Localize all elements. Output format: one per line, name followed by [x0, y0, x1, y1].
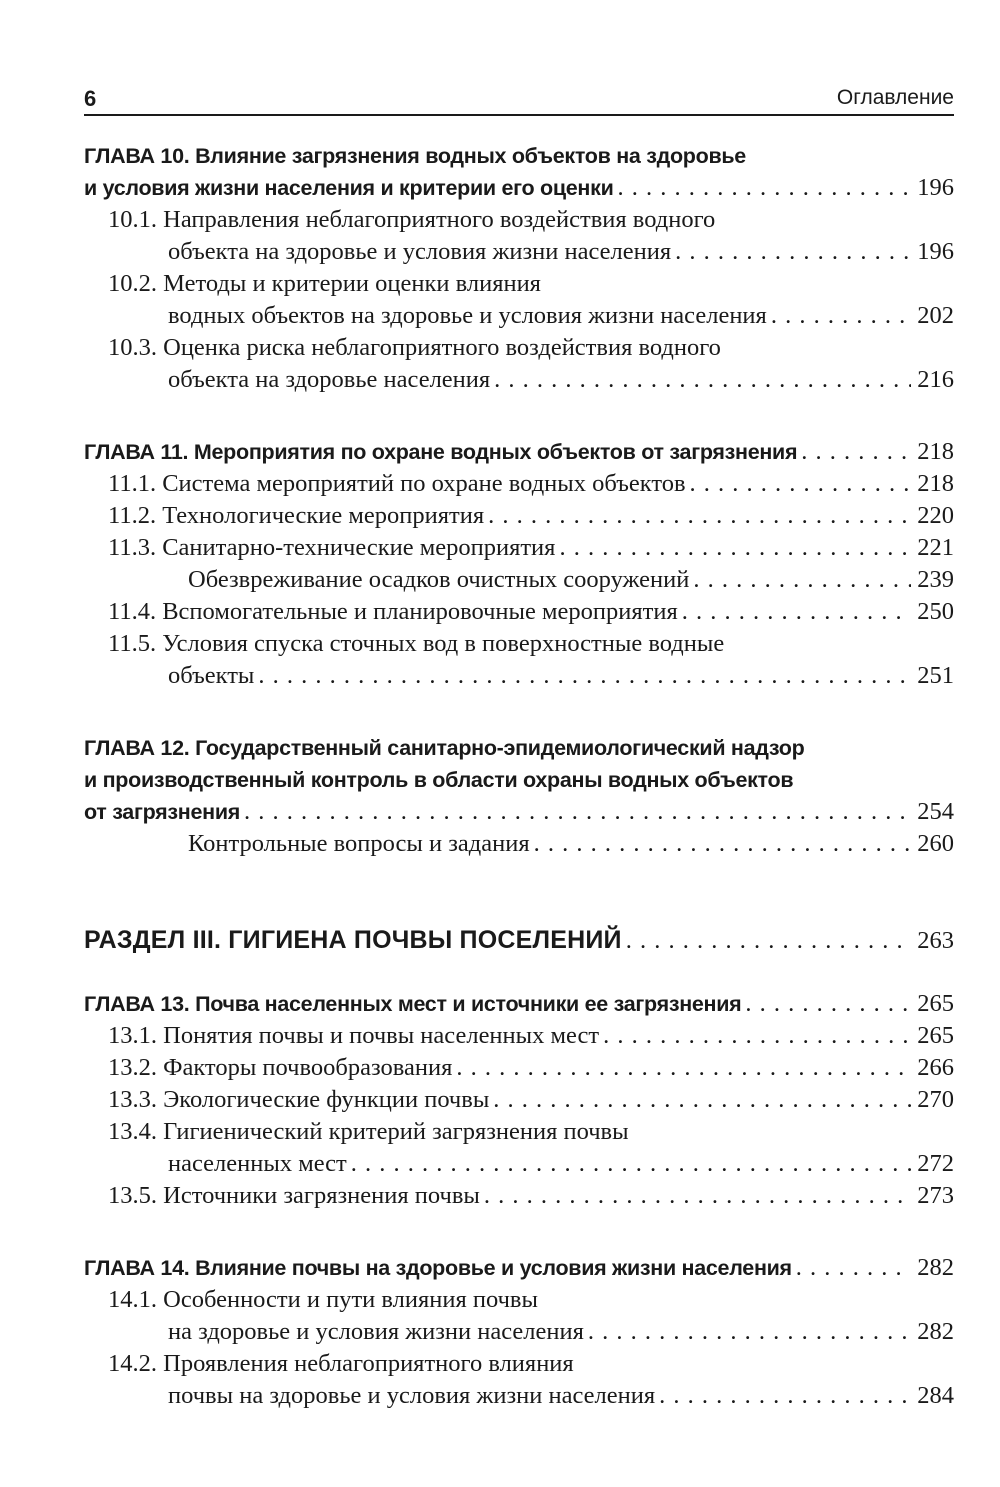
toc-entry-chapter-10-cont[interactable]: и условия жизни населения и критерии его оценки . . . 196	[84, 172, 954, 204]
page-ref: 202	[917, 302, 954, 329]
toc-entry-10-1-cont[interactable]: объекта на здоровье и условия жизни населения . . . 196	[84, 236, 954, 268]
toc-entry-11-3[interactable]: 11.3. Санитарно-технические мероприятия . . . 221	[84, 532, 954, 564]
dot-leader	[618, 172, 912, 204]
page-ref: 282	[917, 1318, 954, 1345]
spacer	[84, 956, 954, 988]
toc-entry-11-5-cont[interactable]: объекты . . . 251	[84, 660, 954, 692]
page-number: 6	[84, 86, 97, 111]
page-ref: 282	[917, 1254, 954, 1281]
toc-entry-13-3[interactable]: 13.3. Экологические функции почвы . . . 270	[84, 1084, 954, 1116]
toc-entry-chapter-14[interactable]: ГЛАВА 14. Влияние почвы на здоровье и условия жизни населения . . . 282	[84, 1252, 954, 1284]
toc-entry-chapter-10[interactable]: ГЛАВА 10. Влияние загрязнения водных объектов на здоровье	[84, 144, 746, 168]
page-ref: 273	[917, 1182, 954, 1209]
toc-entry-chapter-11[interactable]: ГЛАВА 11. Мероприятия по охране водных объектов от загрязнения . . . 218	[84, 436, 954, 468]
dot-leader	[244, 796, 911, 828]
dot-leader	[626, 925, 912, 957]
dot-leader	[484, 1180, 911, 1212]
spacer	[84, 396, 954, 436]
dot-leader	[659, 1380, 911, 1412]
toc-entry-11-1[interactable]: 11.1. Система мероприятий по охране водных объектов . . . 218	[84, 468, 954, 500]
dot-leader	[494, 364, 911, 396]
toc-entry-14-2[interactable]: 14.2. Проявления неблагоприятного влияния	[108, 1350, 574, 1377]
page-ref: 250	[917, 598, 954, 625]
page-ref: 218	[917, 438, 954, 465]
page-ref: 251	[917, 662, 954, 689]
table-of-contents	[84, 140, 954, 1412]
toc-entry-10-3[interactable]: 10.3. Оценка риска неблагоприятного воздействия водного	[108, 334, 721, 361]
toc-entry-10-3-cont[interactable]: объекта на здоровье населения . . . 216	[84, 364, 954, 396]
spacer	[84, 860, 954, 924]
page-ref: 260	[917, 830, 954, 857]
running-title: Оглавление	[836, 86, 954, 109]
page-ref: 272	[917, 1150, 954, 1177]
toc-entry-10-2[interactable]: 10.2. Методы и критерии оценки влияния	[108, 270, 541, 297]
toc-entry-10-1[interactable]: 10.1. Направления неблагоприятного воздействия водного	[108, 206, 716, 233]
toc-entry-14-1[interactable]: 14.1. Особенности и пути влияния почвы	[108, 1286, 538, 1313]
toc-entry-13-5[interactable]: 13.5. Источники загрязнения почвы . . . 273	[84, 1180, 954, 1212]
dot-leader	[682, 596, 912, 628]
page-ref: 196	[917, 238, 954, 265]
dot-leader	[559, 532, 911, 564]
toc-entry-11-3-sub[interactable]: Обезвреживание осадков очистных сооружений . . . 239	[84, 564, 954, 596]
page-ref: 239	[917, 566, 954, 593]
toc-entry-14-2-cont[interactable]: почвы на здоровье и условия жизни населения . . . 284	[84, 1380, 954, 1412]
dot-leader	[534, 828, 912, 860]
dot-leader	[745, 988, 911, 1020]
spacer	[84, 1212, 954, 1252]
page-ref: 220	[917, 502, 954, 529]
page-ref: 254	[917, 798, 954, 825]
toc-entry-review-questions[interactable]: Контрольные вопросы и задания . . . 260	[84, 828, 954, 860]
page-ref: 263	[917, 927, 954, 954]
page-ref: 216	[917, 366, 954, 393]
spacer	[84, 692, 954, 732]
page-ref: 196	[917, 174, 954, 201]
toc-entry-chapter-13[interactable]: ГЛАВА 13. Почва населенных мест и источники ее загрязнения . . . 265	[84, 988, 954, 1020]
page-ref: 218	[917, 470, 954, 497]
dot-leader	[801, 436, 911, 468]
page-ref: 265	[917, 990, 954, 1017]
toc-entry-13-4-cont[interactable]: населенных мест . . . 272	[84, 1148, 954, 1180]
page-ref: 221	[917, 534, 954, 561]
page-ref: 265	[917, 1022, 954, 1049]
page-header	[84, 80, 954, 116]
dot-leader	[588, 1316, 911, 1348]
dot-leader	[693, 564, 911, 596]
toc-entry-13-4[interactable]: 13.4. Гигиенический критерий загрязнения почвы	[108, 1118, 629, 1145]
dot-leader	[488, 500, 911, 532]
page-ref: 266	[917, 1054, 954, 1081]
dot-leader	[771, 300, 911, 332]
toc-entry-chapter-12[interactable]: ГЛАВА 12. Государственный санитарно-эпидемиологический надзор	[84, 736, 805, 760]
toc-entry-11-5[interactable]: 11.5. Условия спуска сточных вод в поверхностные водные	[108, 630, 725, 657]
toc-entry-part-3[interactable]: РАЗДЕЛ III. ГИГИЕНА ПОЧВЫ ПОСЕЛЕНИЙ . . . 263	[84, 924, 954, 956]
toc-entry-13-1[interactable]: 13.1. Понятия почвы и почвы населенных мест . . . 265	[84, 1020, 954, 1052]
dot-leader	[603, 1020, 911, 1052]
dot-leader	[493, 1084, 911, 1116]
toc-entry-chapter-12-cont2[interactable]: от загрязнения . . . 254	[84, 796, 954, 828]
dot-leader	[456, 1052, 911, 1084]
dot-leader	[258, 660, 911, 692]
dot-leader	[796, 1252, 911, 1284]
toc-entry-10-2-cont[interactable]: водных объектов на здоровье и условия жизни населения . . . 202	[84, 300, 954, 332]
toc-entry-13-2[interactable]: 13.2. Факторы почвообразования . . . 266	[84, 1052, 954, 1084]
page-ref: 284	[917, 1382, 954, 1409]
toc-entry-14-1-cont[interactable]: на здоровье и условия жизни населения . . . 282	[84, 1316, 954, 1348]
dot-leader	[675, 236, 911, 268]
dot-leader	[351, 1148, 911, 1180]
toc-entry-chapter-12-cont[interactable]: и производственный контроль в области охраны водных объектов	[84, 768, 794, 792]
toc-entry-11-2[interactable]: 11.2. Технологические мероприятия . . . 220	[84, 500, 954, 532]
page-ref: 270	[917, 1086, 954, 1113]
toc-entry-11-4[interactable]: 11.4. Вспомогательные и планировочные мероприятия . . . 250	[84, 596, 954, 628]
dot-leader	[690, 468, 912, 500]
